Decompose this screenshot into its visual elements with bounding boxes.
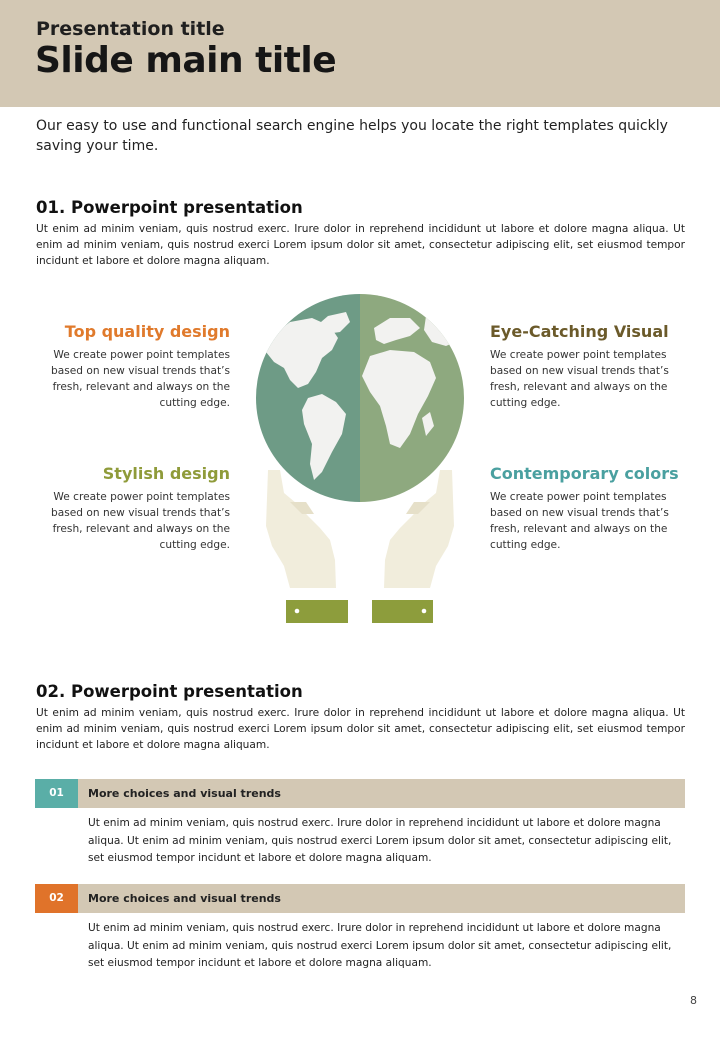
feature-eye-catching-title: Eye-Catching Visual [490, 322, 669, 341]
section1-body: Ut enim ad minim veniam, quis nostrud exerc. Irure dolor in reprehend incididunt ut labore et dolore magna aliqua. Ut enim ad minim veniam, quis nostrud exerci Lorem ipsum dolor sit amet, consectetur adipiscing elit, set eiusmod tempor incidunt et labore et dolore magna aliquam. [36, 223, 685, 267]
section2-title: 02. Powerpoint presentation [36, 682, 303, 701]
globe-in-hands-illustration [250, 288, 470, 630]
item-number-badge: 02 [35, 884, 78, 913]
item-number-badge: 01 [35, 779, 78, 808]
item-body: Ut enim ad minim veniam, quis nostrud exerc. Irure dolor in reprehend incididunt ut labore et dolore magna aliqua. Ut enim ad minim veniam, quis nostrud exerci Lorem ipsum dolor sit amet, consectetur adipiscing elit, set eiusmod tempor incidunt et labore et dolore magna aliquam. [88, 817, 672, 864]
feature-stylish-body: We create power point templates based on new visual trends that’s fresh, relevant and always on the cutting edge. [51, 491, 230, 551]
globe-icon [250, 288, 470, 508]
item-body: Ut enim ad minim veniam, quis nostrud exerc. Irure dolor in reprehend incididunt ut labore et dolore magna aliqua. Ut enim ad minim veniam, quis nostrud exerci Lorem ipsum dolor sit amet, consectetur adipiscing elit, set eiusmod tempor incidunt et labore et dolore magna aliquam. [88, 922, 672, 969]
feature-contemporary-body: We create power point templates based on new visual trends that’s fresh, relevant and always on the cutting edge. [490, 491, 669, 551]
feature-top-quality-title: Top quality design [64, 322, 230, 341]
feature-contemporary-title: Contemporary colors [490, 464, 679, 483]
slide-title: Slide main title [35, 40, 337, 81]
item-label: More choices and visual trends [88, 892, 281, 905]
item-bar [35, 779, 685, 808]
page-number: 8 [690, 994, 697, 1007]
item-label: More choices and visual trends [88, 787, 281, 800]
feature-stylish-title: Stylish design [102, 464, 230, 483]
feature-top-quality-body: We create power point templates based on new visual trends that’s fresh, relevant and always on the cutting edge. [51, 349, 230, 409]
item-bar [35, 884, 685, 913]
intro-text: Our easy to use and functional search engine helps you locate the right templates quickly saving your time. [36, 118, 668, 154]
section2-body: Ut enim ad minim veniam, quis nostrud exerc. Irure dolor in reprehend incididunt ut labore et dolore magna aliqua. Ut enim ad minim veniam, quis nostrud exerci Lorem ipsum dolor sit amet, consectetur adipiscing elit, set eiusmod tempor incidunt et labore et dolore magna aliquam. [36, 707, 685, 751]
section1-title: 01. Powerpoint presentation [36, 198, 303, 217]
header-band [0, 0, 720, 107]
feature-eye-catching-body: We create power point templates based on new visual trends that’s fresh, relevant and always on the cutting edge. [490, 349, 669, 409]
presentation-title: Presentation title [36, 18, 225, 40]
